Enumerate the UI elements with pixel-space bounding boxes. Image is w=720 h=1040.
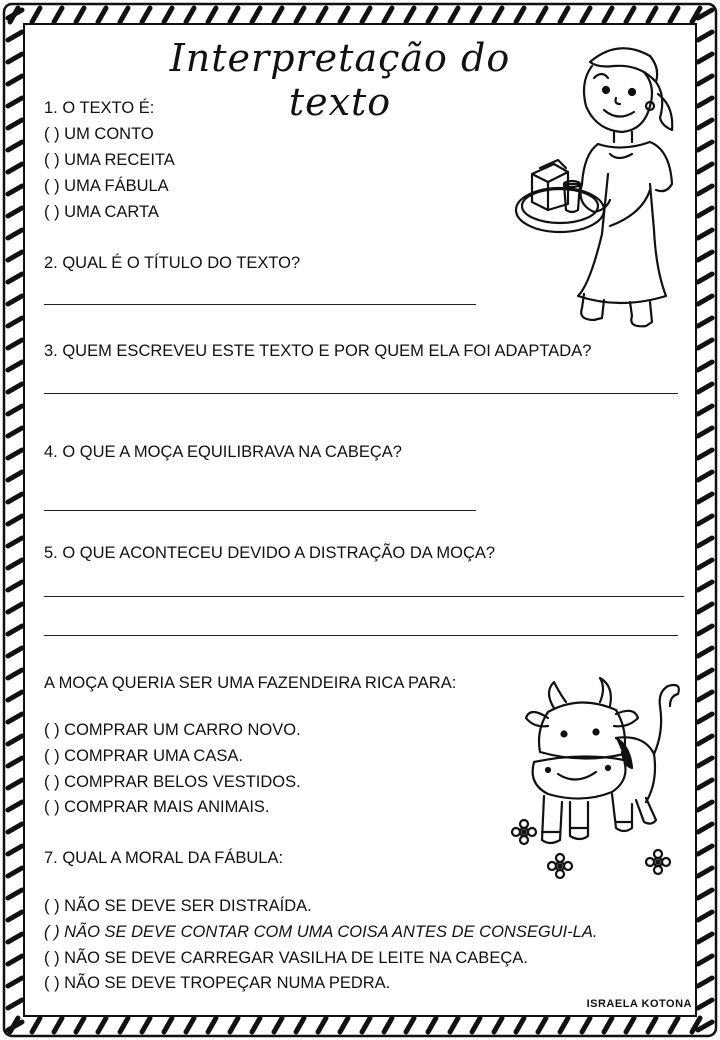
page-title: Interpretação do texto [169, 36, 511, 124]
option-carta: ( ) UMA CARTA [44, 203, 159, 221]
option-casa: ( ) COMPRAR UMA CASA. [44, 747, 243, 765]
question-7: 7. QUAL A MORAL DA FÁBULA: [44, 849, 284, 867]
question-2: 2. QUAL É O TÍTULO DO TEXTO? [44, 254, 301, 272]
answer-line [44, 304, 476, 305]
milkmaid-illustration [510, 34, 690, 334]
option-fabula: ( ) UMA FÁBULA [44, 177, 169, 195]
option-pedra: ( ) NÃO SE DEVE TROPEÇAR NUMA PEDRA. [44, 974, 391, 992]
question-4: 4. O QUE A MOÇA EQUILIBRAVA NA CABEÇA? [44, 443, 402, 461]
cow-illustration [504, 672, 704, 882]
option-animais: ( ) COMPRAR MAIS ANIMAIS. [44, 798, 270, 816]
answer-line [44, 635, 678, 636]
option-distraida: ( ) NÃO SE DEVE SER DISTRAÍDA. [44, 897, 312, 915]
question-1: 1. O TEXTO É: [44, 99, 155, 117]
option-contar: ( ) NÃO SE DEVE CONTAR COM UMA COISA ANTES DE CONSEGUI-LA. [44, 923, 598, 941]
author-credit: ISRAELA KOTONA [586, 998, 692, 1010]
question-3: 3. QUEM ESCREVEU ESTE TEXTO E POR QUEM ELA FOI ADAPTADA? [44, 342, 592, 360]
option-vestidos: ( ) COMPRAR BELOS VESTIDOS. [44, 773, 301, 791]
option-conto: ( ) UM CONTO [44, 125, 154, 143]
option-carro: ( ) COMPRAR UM CARRO NOVO. [44, 721, 301, 739]
answer-line [44, 393, 678, 394]
option-receita: ( ) UMA RECEITA [44, 151, 175, 169]
question-5: 5. O QUE ACONTECEU DEVIDO A DISTRAÇÃO DA MOÇA? [44, 544, 496, 562]
option-vasilha: ( ) NÃO SE DEVE CARREGAR VASILHA DE LEITE NA CABEÇA. [44, 949, 528, 967]
answer-line [44, 596, 684, 597]
answer-line [44, 510, 476, 511]
question-6: A MOÇA QUERIA SER UMA FAZENDEIRA RICA PARA: [44, 674, 457, 692]
